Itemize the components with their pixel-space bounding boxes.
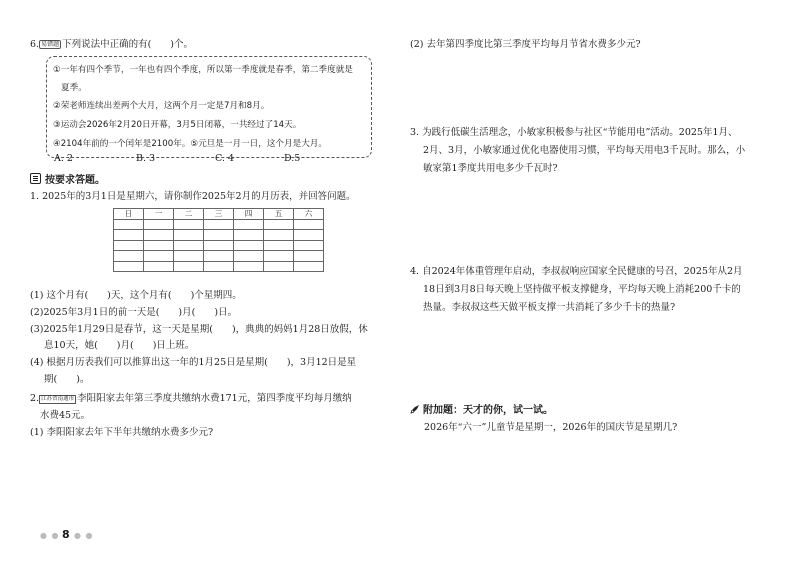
bonus-title: 附加题：天才的你，试一试。	[423, 405, 553, 416]
q1-sub-4-cont: 期( )。	[44, 374, 90, 385]
calendar-cell[interactable]	[174, 240, 204, 251]
question-3-line: 3. 为践行低碳生活理念，小敏家积极参与社区“节能用电”活动。2025年1月、	[410, 127, 738, 138]
choice-d[interactable]: D.5	[284, 153, 301, 164]
bonus-heading	[410, 404, 553, 417]
calendar-cell[interactable]	[234, 240, 264, 251]
calendar-cell[interactable]	[114, 219, 144, 230]
q1-sub-1: (1) 这个月有( )天，这个月有( )个星期四。	[30, 290, 242, 301]
calendar-cell[interactable]	[294, 240, 324, 251]
question-4-line: 18日到3月8日每天晚上坚持做平板支撑健身，平均每天晚上消耗200千卡的	[423, 284, 741, 295]
calendar-cell[interactable]	[114, 261, 144, 272]
option-line: ①一年有四个季节，一年也有四个季度，所以第一季度就是春季，第二季度就是	[53, 65, 353, 75]
question-1: 1. 2025年的3月1日是星期六，请你制作2025年2月的月历表，并回答问题。	[30, 191, 356, 202]
section-title: 按要求答题。	[45, 175, 105, 186]
question-4-line: 热量。李叔叔这些天做平板支撑一共消耗了多少千卡的热量?	[423, 302, 676, 313]
q1-sub-3-cont: 息10天，她( )月( )日上班。	[44, 340, 195, 351]
calendar-cell[interactable]	[294, 261, 324, 272]
list-icon	[30, 173, 41, 184]
q1-sub-2: (2)2025年3月1日的前一天是( )月( )日。	[30, 307, 238, 318]
calendar-cell[interactable]	[144, 251, 174, 262]
calendar-row	[114, 251, 324, 262]
q2-sub-1: (1) 李阳阳家去年下半年共缴纳水费多少元?	[30, 427, 214, 438]
question-4-line: 4. 自2024年体重管理年启动，李叔叔响应国家全民健康的号召，2025年从2月	[410, 266, 743, 277]
calendar-header-cell: 四	[234, 209, 264, 220]
calendar-cell[interactable]	[114, 230, 144, 241]
calendar-row	[114, 230, 324, 241]
calendar-cell[interactable]	[204, 251, 234, 262]
calendar-row	[114, 219, 324, 230]
calendar-header-cell: 二	[174, 209, 204, 220]
calendar-header-row	[114, 209, 324, 220]
calendar-cell[interactable]	[264, 219, 294, 230]
question-text: 下列说法中正确的有( )个。	[62, 39, 194, 50]
calendar-cell[interactable]	[174, 219, 204, 230]
calendar-cell[interactable]	[204, 230, 234, 241]
calendar-cell[interactable]	[234, 219, 264, 230]
page-number: 8	[62, 528, 70, 541]
question-3-line: 2月、3月，小敏家通过优化电器使用习惯，平均每天用电3千瓦时。那么，小	[423, 145, 746, 156]
question-2	[30, 393, 352, 404]
calendar-cell[interactable]	[264, 240, 294, 251]
calendar-row	[114, 240, 324, 251]
calendar-cell[interactable]	[294, 251, 324, 262]
calendar-cell[interactable]	[234, 261, 264, 272]
page-dots-right: ● ●	[74, 531, 94, 540]
calendar-cell[interactable]	[174, 230, 204, 241]
option-line: ③运动会2026年2月20日开幕，3月5日闭幕，一共经过了14天。	[53, 120, 302, 130]
calendar-cell[interactable]	[204, 261, 234, 272]
choice-b[interactable]: B. 3	[136, 153, 156, 164]
question-tag: 江苏省南通市	[41, 396, 75, 402]
calendar-cell[interactable]	[144, 219, 174, 230]
calendar-cell[interactable]	[264, 261, 294, 272]
choice-a[interactable]: A. 2	[54, 153, 73, 164]
calendar-cell[interactable]	[264, 230, 294, 241]
calendar-cell[interactable]	[144, 261, 174, 272]
question-text: 李阳阳家去年第三季度共缴纳水费171元，第四季度平均每月缴纳	[77, 393, 352, 404]
option-line: ②荣老师连续出差两个大月，这两个月一定是7月和8月。	[53, 101, 270, 111]
choice-c[interactable]: C. 4	[215, 153, 235, 164]
calendar-header-cell: 日	[114, 209, 144, 220]
rocket-icon	[410, 404, 420, 414]
calendar-header-cell: 五	[264, 209, 294, 220]
calendar-cell[interactable]	[114, 251, 144, 262]
calendar-cell[interactable]	[174, 251, 204, 262]
calendar-cell[interactable]	[144, 240, 174, 251]
bonus-question: 2026年“六一”儿童节是星期一，2026年的国庆节是星期几?	[424, 422, 678, 433]
calendar-row	[114, 261, 324, 272]
question-6	[30, 39, 193, 50]
question-2-cont: 水费45元。	[40, 410, 91, 421]
q1-sub-3: (3)2025年1月29日是春节，这一天是星期( )，典典的妈妈1月28日放假，休	[30, 324, 368, 335]
calendar-cell[interactable]	[264, 251, 294, 262]
q2-sub-2: (2) 去年第四季度比第三季度平均每月节省水费多少元?	[410, 39, 641, 50]
section-heading	[30, 173, 105, 187]
calendar-header-cell: 一	[144, 209, 174, 220]
calendar-cell[interactable]	[114, 240, 144, 251]
calendar-cell[interactable]	[144, 230, 174, 241]
option-line: 夏季。	[61, 83, 87, 93]
calendar-cell[interactable]	[204, 240, 234, 251]
options-box	[46, 56, 372, 158]
q1-sub-4: (4) 根据月历表我们可以推算出这一年的1月25日是星期( )，3月12日是星	[30, 357, 357, 368]
calendar-cell[interactable]	[294, 219, 324, 230]
question-number: 2.	[30, 393, 40, 404]
question-number: 6.	[30, 39, 40, 50]
calendar-cell[interactable]	[294, 230, 324, 241]
page-dots-left: ● ●	[40, 531, 60, 540]
question-3-line: 敏家第1季度共用电多少千瓦时?	[423, 163, 558, 174]
calendar-cell[interactable]	[174, 261, 204, 272]
calendar-cell[interactable]	[234, 230, 264, 241]
calendar-table	[113, 208, 324, 272]
option-line: ④2104年前的一个闰年是2100年。⑤元旦是一月一日，这个月是大月。	[53, 139, 327, 149]
calendar-cell[interactable]	[204, 219, 234, 230]
calendar-header-cell: 三	[204, 209, 234, 220]
calendar-header-cell: 六	[294, 209, 324, 220]
question-tag: 易错题	[41, 41, 60, 48]
calendar-cell[interactable]	[234, 251, 264, 262]
